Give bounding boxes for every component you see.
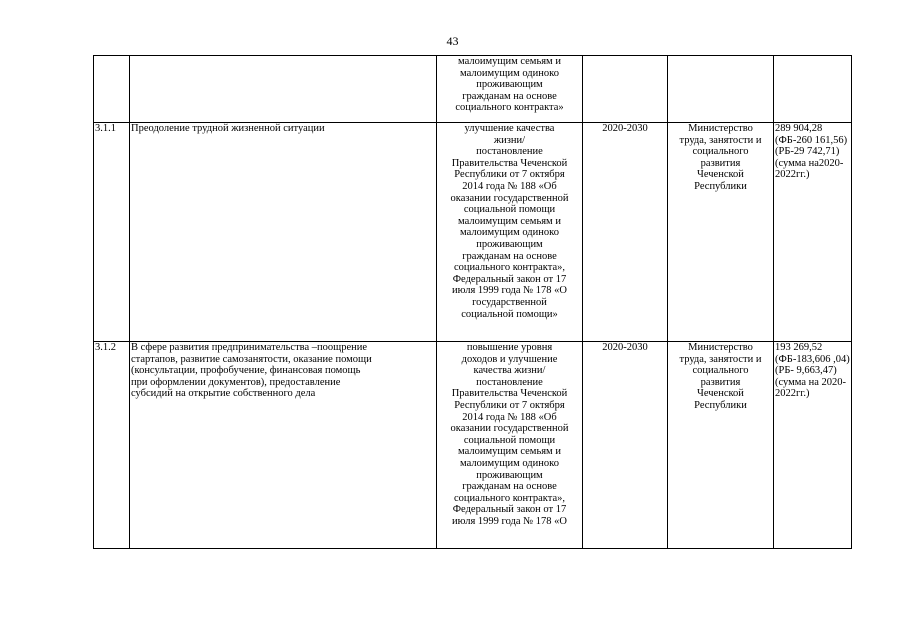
cell-text-line: малоимущим одиноко [460, 67, 559, 79]
cell-text: 2020-2030 [602, 342, 648, 353]
cell-text-line: социальной помощи [463, 434, 556, 446]
cell-text-line: (сумма на 2020- [775, 376, 847, 388]
cell-text-line: труда, занятости и [679, 134, 762, 146]
cell-text-line: (сумма на2020- [775, 157, 844, 169]
cell-measure-name [130, 342, 437, 549]
cell-funding [774, 56, 852, 123]
cell-executor [668, 56, 774, 123]
cell-text-line: малоимущим семьям и [458, 215, 561, 227]
cell-text-line: жизни/ [493, 134, 526, 146]
cell-text-line: Министерство [688, 342, 753, 353]
cell-text-line: улучшение качества [464, 123, 555, 134]
cell-text-line: оказании государственной [450, 423, 569, 435]
cell-text-line: труда, занятости и [679, 353, 762, 365]
cell-text-line: стартапов, развитие самозанятости, оказание помощи [131, 353, 372, 365]
cell-text-line: (консультации, профобучение, финансовая помощь [131, 365, 361, 377]
cell-text-line: 2014 года № 188 «Об [462, 180, 557, 192]
cell-executor [668, 342, 774, 549]
table-row [94, 123, 852, 342]
cell-period [583, 342, 668, 549]
cell-text-line: проживающим [476, 238, 543, 250]
cell-text-line: Чеченской [697, 169, 744, 181]
cell-text-line: развития [700, 157, 741, 169]
cell-text-line: оказании государственной [450, 192, 569, 204]
cell-text-line: (РБ-29 742,71) [775, 146, 840, 158]
cell-text-line: (РБ- 9,663,47) [775, 365, 837, 377]
measures-table [93, 55, 852, 549]
cell-text-line: качества жизни/ [473, 365, 546, 377]
page-number: 43 [446, 34, 459, 48]
cell-text-line: (ФБ-183,606 ,04) [775, 353, 850, 365]
cell-text-line: 2014 года № 188 «Об [462, 411, 557, 423]
cell-text-line: субсидий на открытие собственного дела [131, 388, 316, 400]
cell-period [583, 123, 668, 342]
cell-text-line: Федеральный закон от 17 [452, 504, 567, 516]
cell-text-line: социального контракта» [455, 102, 564, 114]
cell-funding [774, 342, 852, 549]
cell-text-line: постановление [476, 146, 543, 158]
cell-text-line: социального [692, 146, 749, 158]
cell-text-line: повышение уровня [466, 342, 553, 353]
cell-text-line: гражданам на основе [462, 90, 557, 102]
cell-text-line: 2022гг.) [775, 169, 810, 181]
cell-text-line: Республики [694, 399, 747, 411]
cell-text: 3.1.1 [95, 123, 116, 134]
cell-text-line: проживающим [476, 79, 543, 91]
cell-measure-name [130, 123, 437, 342]
cell-text-line: Правительства Чеченской [451, 388, 568, 400]
cell-text-line: (ФБ-260 161,56) [775, 134, 848, 146]
cell-text: 3.1.2 [95, 342, 116, 353]
cell-text-line: государственной [472, 296, 547, 308]
cell-text-line: Министерство [688, 123, 753, 134]
cell-expected-result [437, 123, 583, 342]
cell-text-line: малоимущим одиноко [460, 227, 559, 239]
cell-text-line: социального [692, 365, 749, 377]
cell-text-line: В сфере развития предпринимательства –поощрение [131, 342, 368, 353]
cell-text-line: 2022гг.) [775, 388, 810, 400]
cell-text-line: малоимущим семьям и [458, 56, 561, 67]
table-row [94, 56, 852, 123]
cell-text-line: Преодоление трудной жизненной ситуации [131, 123, 325, 134]
cell-text-line: постановление [476, 376, 543, 388]
cell-funding [774, 123, 852, 342]
cell-expected-result [437, 56, 583, 123]
cell-text-line: развития [700, 376, 741, 388]
cell-text-line: Республики от 7 октября [454, 169, 565, 181]
cell-period [583, 56, 668, 123]
cell-number [94, 123, 130, 342]
cell-expected-result [437, 342, 583, 549]
cell-text-line: Республики [694, 180, 747, 192]
cell-text-line: гражданам на основе [462, 250, 557, 262]
cell-text-line: Чеченской [697, 388, 744, 400]
cell-text-line: социальной помощи [463, 204, 556, 216]
cell-text-line: малоимущим семьям и [458, 446, 561, 458]
cell-text-line: Республики от 7 октября [454, 399, 565, 411]
cell-text-line: Федеральный закон от 17 [452, 273, 567, 285]
cell-text-line: гражданам на основе [462, 481, 557, 493]
cell-text-line: социального контракта», [454, 492, 565, 504]
cell-text-line: проживающим [476, 469, 543, 481]
cell-text-line: малоимущим одиноко [460, 457, 559, 469]
cell-text-line: 193 269,52 [775, 342, 823, 353]
cell-number [94, 342, 130, 549]
cell-text-line: доходов и улучшение [461, 353, 558, 365]
cell-text-line: при оформлении документов), предоставление [131, 376, 341, 388]
cell-measure-name [130, 56, 437, 123]
cell-text: 2020-2030 [602, 123, 648, 134]
cell-text-line: социального контракта», [454, 262, 565, 274]
cell-text-line: Правительства Чеченской [451, 157, 568, 169]
table-row [94, 342, 852, 549]
cell-text-line: 289 904,28 [775, 123, 823, 134]
cell-executor [668, 123, 774, 342]
cell-text-line: июля 1999 года № 178 «О [452, 285, 567, 297]
cell-number [94, 56, 130, 123]
cell-text-line: июля 1999 года № 178 «О [452, 515, 567, 527]
cell-text-line: социальной помощи» [461, 308, 558, 320]
